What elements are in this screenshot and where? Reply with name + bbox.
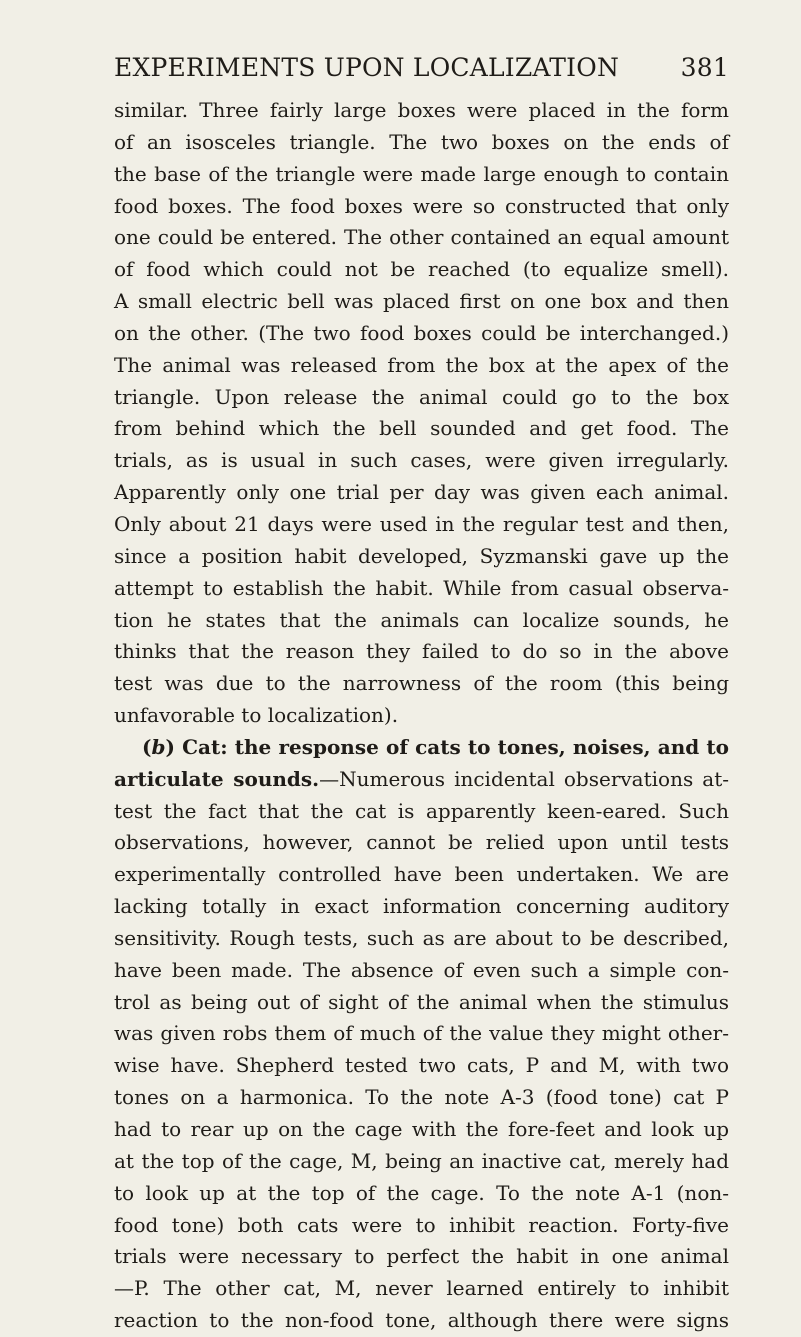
text-line: reaction to the non-food tone, although there were signs — [114, 1308, 729, 1333]
text-line: tion he states that the animals can localize sounds, he — [114, 607, 729, 632]
text-run: —Numerous incidental observations at- — [319, 766, 729, 791]
section-heading-line — [114, 732, 729, 764]
running-title: EXPERIMENTS UPON LOCALIZATION — [114, 53, 620, 82]
text-line: wise have. Shepherd tested two cats, P and M, with two — [114, 1053, 729, 1078]
text-line: Only about 21 days were used in the regular test and then, — [114, 511, 729, 536]
text-line: Apparently only one trial per day was given each animal. — [114, 480, 729, 505]
text-line: trol as being out of sight of the animal when the stimulus — [114, 989, 729, 1014]
text-line: tones on a harmonica. To the note A-3 (food tone) cat P — [114, 1085, 729, 1110]
section-label-letter: b — [151, 734, 166, 759]
text-line: trials were necessary to perfect the habit in one animal — [114, 1244, 729, 1269]
section-label-close: ) — [165, 734, 183, 759]
text-line: of an isosceles triangle. The two boxes on the ends of — [114, 129, 729, 154]
text-line: attempt to establish the habit. While from casual observa- — [114, 575, 729, 600]
section-heading-cont: articulate sounds. — [114, 766, 320, 791]
text-line: sensitivity. Rough tests, such as are about to be described, — [114, 925, 729, 950]
section-heading-line — [114, 764, 729, 796]
text-line: lacking totally in exact information concerning auditory — [114, 894, 729, 919]
text-line: on the other. (The two food boxes could be interchanged.) — [114, 320, 729, 345]
text-line: one could be entered. The other contained an equal amount — [114, 225, 729, 250]
text-line: observations, however, cannot be relied upon until tests — [114, 830, 729, 855]
text-line: at the top of the cage, M, being an inactive cat, merely had — [114, 1148, 729, 1173]
section-label-open: ( — [142, 734, 152, 759]
text-line: from behind which the bell sounded and get food. The — [114, 416, 729, 441]
text-line: unfavorable to localization). — [114, 703, 399, 728]
text-line: A small electric bell was placed first on one box and then — [114, 289, 729, 314]
text-line: —P. The other cat, M, never learned entirely to inhibit — [114, 1276, 729, 1301]
text-line: test the fact that the cat is apparently keen-eared. Such — [114, 798, 729, 823]
text-line: food boxes. The food boxes were so constructed that only — [114, 193, 729, 218]
running-head — [114, 50, 729, 86]
text-line: test was due to the narrowness of the room (this being — [114, 671, 729, 696]
section-heading: Cat: the response of cats to tones, noises, and to — [182, 734, 729, 759]
text-line: since a position habit developed, Syzmanski gave up the — [114, 543, 729, 568]
page-number: 381 — [680, 53, 729, 82]
text-line: the base of the triangle were made large enough to contain — [114, 161, 729, 186]
text-line: trials, as is usual in such cases, were given irregularly. — [114, 448, 729, 473]
text-line: The animal was released from the box at the apex of the — [114, 352, 729, 377]
text-line: thinks that the reason they failed to do so in the above — [114, 639, 729, 664]
text-line: to look up at the top of the cage. To the note A-1 (non- — [114, 1180, 729, 1205]
text-line: of food which could not be reached (to equalize smell). — [114, 257, 729, 282]
text-line: triangle. Upon release the animal could go to the box — [114, 384, 729, 409]
text-line: had to rear up on the cage with the fore-feet and look up — [114, 1117, 729, 1141]
text-line: experimentally controlled have been undertaken. We are — [114, 862, 729, 887]
body-text — [114, 95, 729, 1337]
text-line: food tone) both cats were to inhibit reaction. Forty-five — [114, 1212, 729, 1237]
text-line: similar. Three fairly large boxes were placed in the form — [114, 98, 729, 122]
text-line: have been made. The absence of even such a simple con- — [114, 957, 729, 982]
text-line: was given robs them of much of the value they might other- — [114, 1021, 729, 1046]
